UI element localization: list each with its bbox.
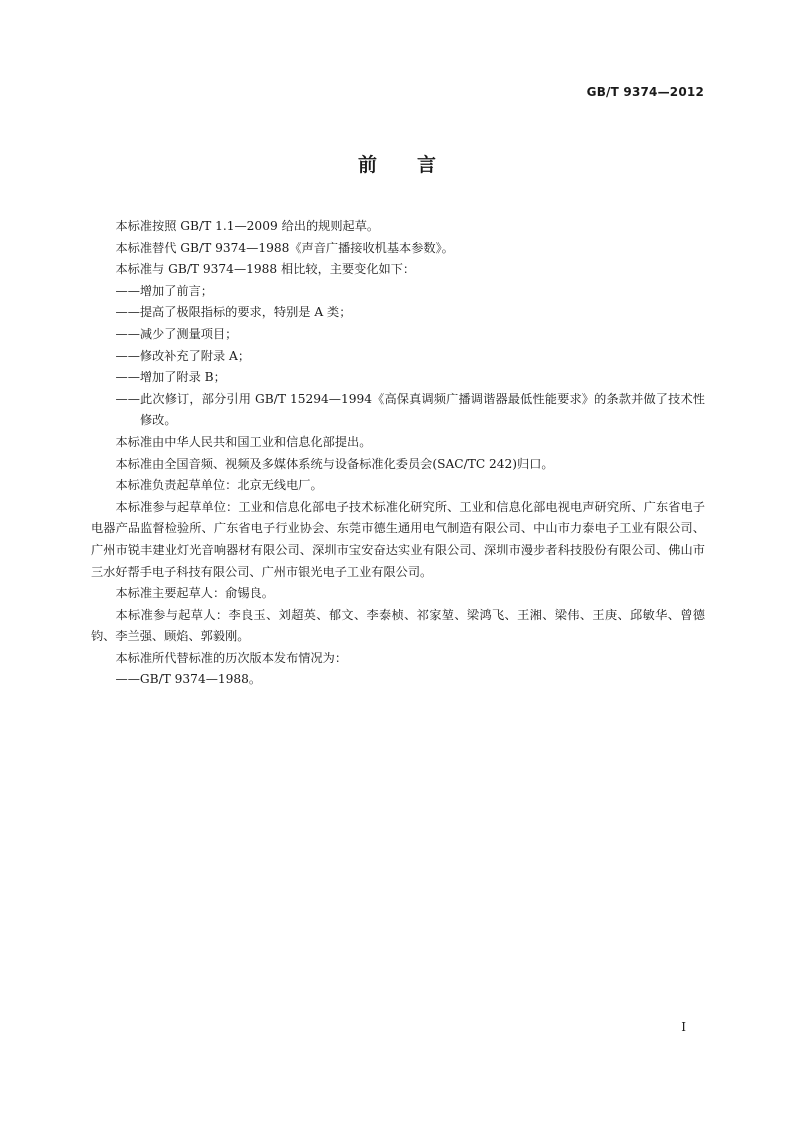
paragraph-drafting-rules: 本标准按照 GB/T 1.1—2009 给出的规则起草。 <box>115 219 380 233</box>
foreword-body <box>91 216 705 691</box>
standard-code: GB/T 9374—2012 <box>586 85 704 99</box>
paragraph-lead-drafter-unit: 本标准负责起草单位：北京无线电厂。 <box>115 478 323 493</box>
page-number: I <box>681 1020 686 1034</box>
paragraph-changes-intro: 本标准与 GB/T 9374—1988 相比较，主要变化如下： <box>115 262 416 277</box>
paragraph-committee: 本标准由全国音频、视频及多媒体系统与设备标准化委员会(SAC/TC 242)归口。 <box>115 456 554 471</box>
change-item: ——增加了前言； <box>115 283 213 298</box>
paragraph-main-drafter: 本标准主要起草人：俞锡良。 <box>115 586 274 601</box>
paragraph-participating-units: 本标准参与起草单位：工业和信息化部电子技术标准化研究所、工业和信息化部电视电声研究所、广东省电子电器产品监督检验所、广东省电子行业协会、东莞市德生通用电气制造有限公司、中山市力泰电子工业有限公司、广州市锐丰建业灯光音响器材有限公司、深圳市宝安奋达实业有限公司、深圳市漫步者科技股份有限公司、佛山市三水好帮手电子科技有限公司、广州市银光电子工业有限公司。 <box>91 499 705 579</box>
paragraph-replaces: 本标准替代 GB/T 9374—1988《声音广播接收机基本参数》。 <box>115 240 454 255</box>
change-item: ——提高了极限指标的要求，特别是 A 类； <box>115 305 352 320</box>
change-item: ——此次修订，部分引用 GB/T 15294—1994《高保真调频广播调谐器最低性能要求》的条款并做了技术性修改。 <box>115 391 705 428</box>
paragraph-participating-drafters: 本标准参与起草人：李良玉、刘超英、郁文、李泰桢、祁家堃、梁鸿飞、王湘、梁伟、王庚、邱敏华、曾德钧、李兰强、顾焰、郭毅刚。 <box>91 607 705 644</box>
page-title: 前言 <box>357 154 476 176</box>
change-item: ——修改补充了附录 A； <box>115 348 251 363</box>
change-item: ——增加了附录 B； <box>115 370 226 385</box>
change-item: ——减少了测量项目； <box>115 326 238 341</box>
paragraph-previous-versions: 本标准所代替标准的历次版本发布情况为： <box>115 650 348 665</box>
paragraph-proposer: 本标准由中华人民共和国工业和信息化部提出。 <box>115 434 372 449</box>
previous-version-item: ——GB/T 9374—1988。 <box>115 672 262 687</box>
